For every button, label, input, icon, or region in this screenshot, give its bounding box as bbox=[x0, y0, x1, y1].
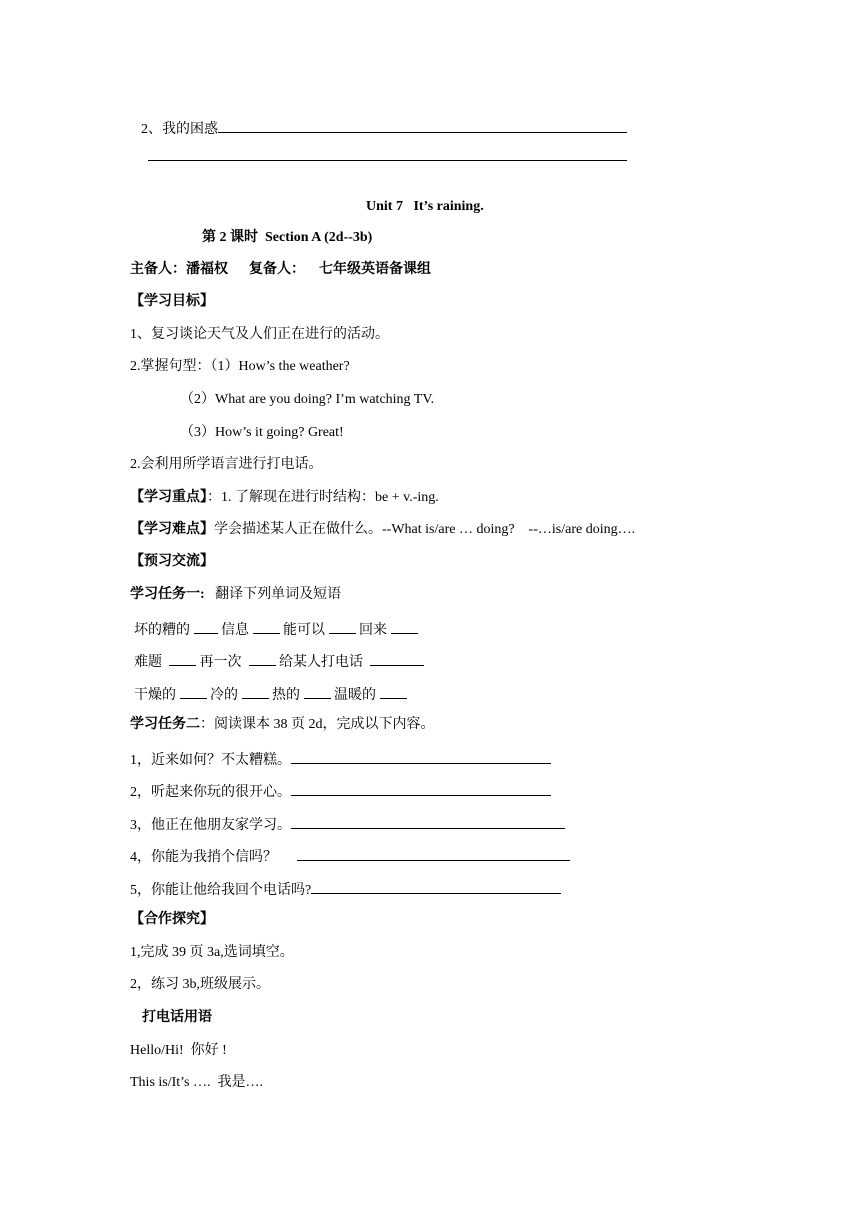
vocab-blank[interactable] bbox=[180, 684, 207, 699]
vocab-word: 坏的糟的 bbox=[134, 623, 190, 638]
answer-blank[interactable] bbox=[148, 146, 627, 161]
task1-label: 学习任务一: bbox=[130, 587, 205, 602]
answer-blank[interactable] bbox=[291, 749, 551, 764]
vocab-word: 给某人打电话 bbox=[279, 655, 363, 670]
vocab-blank[interactable] bbox=[194, 619, 218, 634]
key-points-text: ：1. 了解现在进行时结构：be + v.-ing. bbox=[207, 490, 439, 505]
difficulties-text: 学会描述某人正在做什么。--What is/are … doing? --…is/are doing…. bbox=[214, 522, 636, 537]
confusion-line bbox=[141, 118, 627, 139]
vocab-word: 温暖的 bbox=[334, 688, 376, 703]
vocab-word: 能可以 bbox=[283, 623, 325, 638]
confusion-label: 2、我的困惑 bbox=[141, 122, 218, 137]
translation-item bbox=[130, 846, 570, 867]
vocab-blank[interactable] bbox=[329, 619, 356, 634]
cooperation-heading: 【合作探究】 bbox=[130, 912, 214, 927]
translation-prompt: 4，你能为我捎个信吗？ bbox=[130, 850, 277, 865]
vocab-row bbox=[134, 619, 418, 640]
vocab-blank[interactable] bbox=[249, 651, 276, 666]
translation-prompt: 5，你能让他给我回个电话吗? bbox=[130, 883, 312, 898]
translation-prompt: 3，他正在他朋友家学习。 bbox=[130, 818, 291, 833]
translation-prompt: 1，近来如何？不太糟糕。 bbox=[130, 753, 291, 768]
preparers-line: 主备人：潘福权 复备人： 七年级英语备课组 bbox=[130, 262, 431, 277]
vocab-blank[interactable] bbox=[242, 684, 269, 699]
preview-heading: 【预习交流】 bbox=[130, 554, 214, 569]
translation-prompt: 2，听起来你玩的很开心。 bbox=[130, 785, 291, 800]
vocab-blank[interactable] bbox=[370, 651, 424, 666]
translation-item bbox=[130, 749, 551, 770]
unit-title: Unit 7 It’s raining. bbox=[366, 199, 484, 214]
task1-line bbox=[130, 586, 341, 604]
answer-blank[interactable] bbox=[218, 118, 627, 133]
translation-item bbox=[130, 781, 551, 802]
vocab-blank[interactable] bbox=[391, 619, 418, 634]
cooperation-item: 2，练习 3b,班级展示。 bbox=[130, 977, 270, 992]
vocab-word: 冷的 bbox=[210, 688, 238, 703]
answer-blank[interactable] bbox=[291, 781, 551, 796]
vocab-row bbox=[134, 651, 424, 672]
key-points-line bbox=[130, 489, 439, 507]
vocab-word: 难题 bbox=[134, 655, 162, 670]
vocab-word: 信息 bbox=[221, 623, 249, 638]
answer-blank[interactable] bbox=[297, 846, 570, 861]
vocab-blank[interactable] bbox=[380, 684, 407, 699]
translation-item bbox=[130, 814, 565, 835]
vocab-blank[interactable] bbox=[304, 684, 331, 699]
task1-text: 翻译下列单词及短语 bbox=[204, 587, 342, 602]
difficulties-line bbox=[130, 521, 635, 539]
goals-heading: 【学习目标】 bbox=[130, 294, 214, 309]
key-points-label: 【学习重点】 bbox=[130, 490, 207, 505]
goal-item: 2.掌握句型：（1）How’s the weather? bbox=[130, 359, 350, 374]
goal-item: （2）What are you doing? I’m watching TV. bbox=[180, 392, 435, 407]
goal-item: 2.会利用所学语言进行打电话。 bbox=[130, 457, 323, 472]
vocab-word: 再一次 bbox=[199, 655, 242, 670]
goal-item: （3）How’s it going? Great! bbox=[180, 425, 344, 440]
vocab-word: 干燥的 bbox=[134, 688, 176, 703]
vocab-row bbox=[134, 684, 407, 705]
goal-item: 1、复习谈论天气及人们正在进行的活动。 bbox=[130, 327, 389, 342]
phone-phrase: Hello/Hi! 你好 ! bbox=[130, 1043, 227, 1058]
task2-text: ：阅读课本 38 页 2d，完成以下内容。 bbox=[200, 717, 435, 732]
cooperation-item: 1,完成 39 页 3a,选词填空。 bbox=[130, 945, 294, 960]
task2-label: 学习任务二 bbox=[130, 717, 200, 732]
confusion-line-2 bbox=[148, 146, 627, 167]
answer-blank[interactable] bbox=[311, 879, 561, 894]
phone-phrase: This is/It’s …. 我是…. bbox=[130, 1075, 264, 1090]
lesson-title: 第 2 课时 Section A (2d--3b) bbox=[202, 230, 373, 245]
difficulties-label: 【学习难点】 bbox=[130, 522, 214, 537]
vocab-blank[interactable] bbox=[169, 651, 196, 666]
task2-line bbox=[130, 716, 435, 734]
vocab-blank[interactable] bbox=[253, 619, 280, 634]
phone-phrases-heading: 打电话用语 bbox=[142, 1010, 212, 1025]
vocab-word: 热的 bbox=[272, 688, 300, 703]
answer-blank[interactable] bbox=[291, 814, 565, 829]
translation-item bbox=[130, 879, 561, 900]
vocab-word: 回来 bbox=[359, 623, 387, 638]
